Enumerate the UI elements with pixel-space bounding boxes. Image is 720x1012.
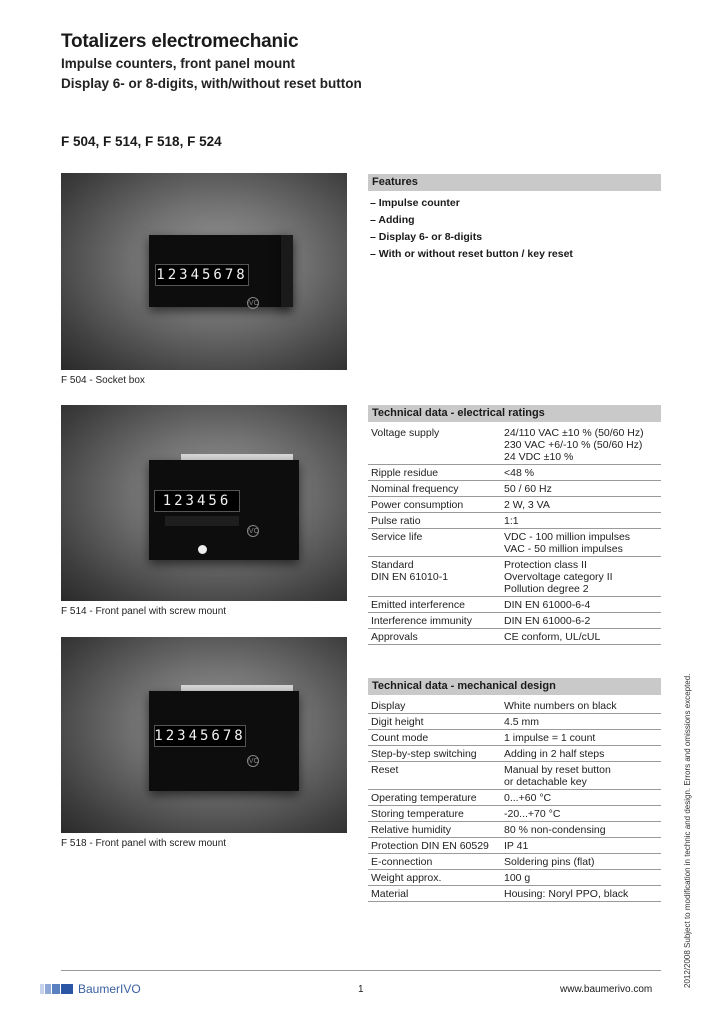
product-photo-f504 xyxy=(61,173,347,370)
mechanical-spec-value: 4.5 mm xyxy=(504,716,540,728)
mechanical-spec-value: Adding in 2 half steps xyxy=(504,748,605,760)
counter-digits: 12345678 xyxy=(155,264,249,286)
electrical-spec-value: DIN EN 61000-6-2 xyxy=(504,615,591,627)
mechanical-spec-value: Housing: Noryl PPO, black xyxy=(504,888,629,900)
mechanical-spec-label: E-connection xyxy=(371,856,433,868)
mechanical-spec-row xyxy=(368,762,661,790)
electrical-table xyxy=(368,425,661,645)
electrical-spec-row xyxy=(368,597,661,613)
electrical-spec-value: 1:1 xyxy=(504,515,519,527)
features-list xyxy=(370,196,573,264)
electrical-spec-label: Voltage supply xyxy=(371,427,440,439)
mechanical-spec-label: Protection DIN EN 60529 xyxy=(371,840,489,852)
product-photo-f518 xyxy=(61,637,347,833)
side-note: 2012/2008 Subject to modification in technic and design. Errors and omissions excepted. xyxy=(683,673,692,988)
electrical-spec-value: 24/110 VAC ±10 % (50/60 Hz) 230 VAC +6/-10 % (50/60 Hz) 24 VDC ±10 % xyxy=(504,427,644,463)
photo-caption-f518: F 518 - Front panel with screw mount xyxy=(61,838,227,849)
mechanical-spec-label: Step-by-step switching xyxy=(371,748,477,760)
electrical-spec-row xyxy=(368,629,661,645)
mechanical-spec-row xyxy=(368,714,661,730)
page-subtitle-2: Display 6- or 8-digits, with/without reset button xyxy=(61,76,362,91)
mechanical-spec-value: IP 41 xyxy=(504,840,529,852)
mechanical-spec-row xyxy=(368,806,661,822)
mechanical-spec-row xyxy=(368,730,661,746)
features-heading: Features xyxy=(368,174,661,191)
electrical-spec-label: Nominal frequency xyxy=(371,483,459,495)
page-subtitle-1: Impulse counters, front panel mount xyxy=(61,56,296,71)
mechanical-spec-label: Reset xyxy=(371,764,399,776)
mechanical-spec-label: Weight approx. xyxy=(371,872,442,884)
mechanical-spec-value: Manual by reset button or detachable key xyxy=(504,764,611,788)
photo-caption-f514: F 514 - Front panel with screw mount xyxy=(61,606,227,617)
feature-item: – With or without reset button / key reset xyxy=(370,248,573,260)
ivo-logo-icon: IVO xyxy=(247,755,259,767)
ivo-logo-icon: IVO xyxy=(247,525,259,537)
page-number: 1 xyxy=(358,984,364,995)
counter-window-frame xyxy=(165,516,239,526)
product-photo-f514 xyxy=(61,405,347,601)
mechanical-spec-value: Soldering pins (flat) xyxy=(504,856,595,868)
electrical-spec-row xyxy=(368,465,661,481)
page-title: Totalizers electromechanic xyxy=(61,31,299,52)
mechanical-table xyxy=(368,698,661,902)
electrical-spec-value: Protection class II Overvoltage category II Pollution degree 2 xyxy=(504,559,613,595)
mechanical-spec-value: 80 % non-condensing xyxy=(504,824,606,836)
electrical-spec-label: Pulse ratio xyxy=(371,515,421,527)
mechanical-spec-label: Storing temperature xyxy=(371,808,464,820)
counter-digits: 123456 xyxy=(154,490,240,512)
mechanical-spec-row xyxy=(368,854,661,870)
mechanical-spec-label: Digit height xyxy=(371,716,424,728)
mechanical-spec-label: Operating temperature xyxy=(371,792,477,804)
mechanical-spec-row xyxy=(368,822,661,838)
mechanical-spec-label: Material xyxy=(371,888,409,900)
mechanical-spec-row xyxy=(368,886,661,902)
mechanical-spec-row xyxy=(368,870,661,886)
mechanical-spec-row xyxy=(368,746,661,762)
mechanical-spec-label: Relative humidity xyxy=(371,824,451,836)
electrical-spec-row xyxy=(368,497,661,513)
electrical-spec-label: Ripple residue xyxy=(371,467,439,479)
electrical-spec-label: Interference immunity xyxy=(371,615,472,627)
mechanical-spec-row xyxy=(368,838,661,854)
electrical-spec-value: VDC - 100 million impulses VAC - 50 million impulses xyxy=(504,531,631,555)
electrical-spec-label: Emitted interference xyxy=(371,599,465,611)
electrical-spec-row xyxy=(368,513,661,529)
counter-digits: 12345678 xyxy=(154,725,246,747)
electrical-spec-value: CE conform, UL/cUL xyxy=(504,631,601,643)
mechanical-spec-value: 100 g xyxy=(504,872,531,884)
mechanical-spec-row xyxy=(368,698,661,714)
mechanical-spec-label: Display xyxy=(371,700,406,712)
reset-button-icon xyxy=(198,545,207,554)
electrical-spec-value: DIN EN 61000-6-4 xyxy=(504,599,591,611)
mechanical-spec-row xyxy=(368,790,661,806)
electrical-spec-label: Standard DIN EN 61010-1 xyxy=(371,559,449,583)
brand-logo xyxy=(40,982,141,996)
mechanical-heading: Technical data - mechanical design xyxy=(368,678,661,695)
website-link[interactable]: www.baumerivo.com xyxy=(560,984,653,995)
electrical-heading: Technical data - electrical ratings xyxy=(368,405,661,422)
photo-caption-f504: F 504 - Socket box xyxy=(61,375,145,386)
mechanical-spec-value: White numbers on black xyxy=(504,700,617,712)
mechanical-spec-value: 0...+60 °C xyxy=(504,792,552,804)
feature-item: – Impulse counter xyxy=(370,197,460,209)
mechanical-spec-label: Count mode xyxy=(371,732,429,744)
ivo-logo-icon: IVO xyxy=(247,297,259,309)
electrical-spec-row xyxy=(368,557,661,597)
mechanical-spec-value: -20...+70 °C xyxy=(504,808,561,820)
electrical-spec-row xyxy=(368,613,661,629)
electrical-spec-value: <48 % xyxy=(504,467,535,479)
electrical-spec-value: 50 / 60 Hz xyxy=(504,483,552,495)
electrical-spec-label: Power consumption xyxy=(371,499,464,511)
footer-divider xyxy=(61,970,661,971)
brand-bars-icon xyxy=(40,984,74,994)
electrical-spec-label: Approvals xyxy=(371,631,418,643)
feature-item: – Adding xyxy=(370,214,415,226)
feature-item: – Display 6- or 8-digits xyxy=(370,231,483,243)
electrical-spec-row xyxy=(368,481,661,497)
electrical-spec-row xyxy=(368,425,661,465)
electrical-spec-value: 2 W, 3 VA xyxy=(504,499,550,511)
model-list: F 504, F 514, F 518, F 524 xyxy=(61,134,222,149)
brand-name: BaumerIVO xyxy=(78,982,141,996)
mechanical-spec-value: 1 impulse = 1 count xyxy=(504,732,596,744)
electrical-spec-row xyxy=(368,529,661,557)
electrical-spec-label: Service life xyxy=(371,531,423,543)
counter-side xyxy=(281,235,293,307)
